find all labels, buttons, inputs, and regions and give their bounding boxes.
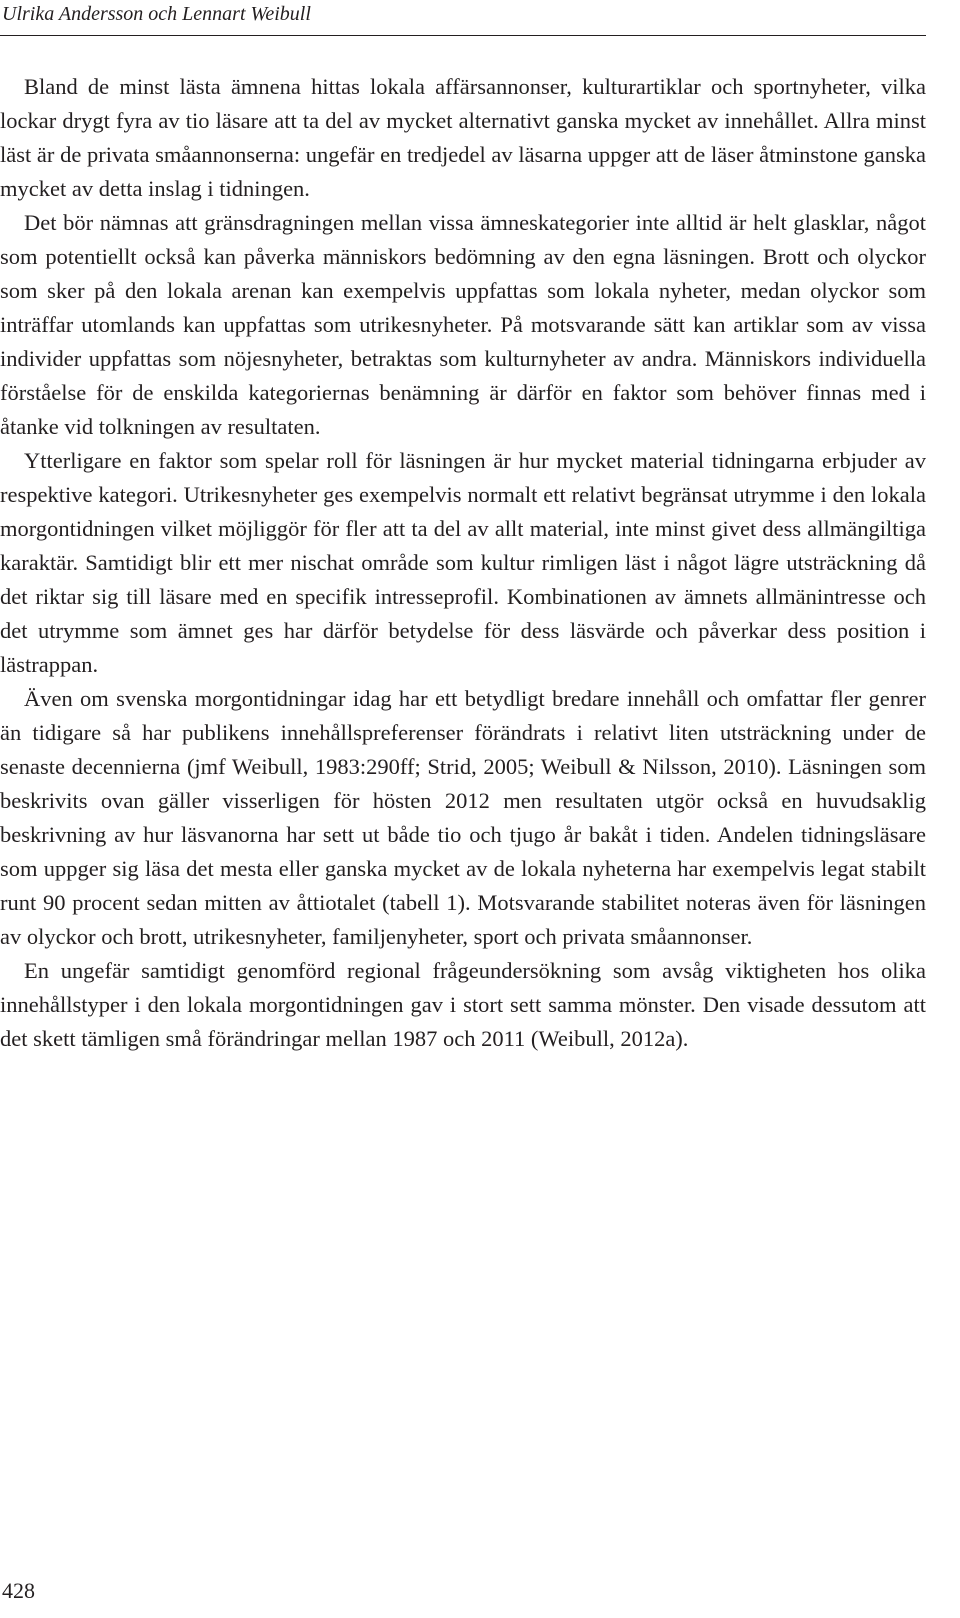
paragraph-5: En ungefär samtidigt genomförd regional frågeundersökning som avsåg viktigheten hos olika innehållstyper i den lokala morgontidningen gav i stort sett samma mönster. Den visade dessutom att det skett tämligen små förändringar mellan 1987 och 2011 (Weibull, 2012a).	[0, 958, 926, 1051]
paragraph-2: Det bör nämnas att gränsdragningen mellan vissa ämneskategorier inte alltid är helt glasklar, något som potentiellt också kan påverka människors bedömning av den egna läsningen. Brott och olyckor som sker på den lokala arenan kan exempelvis uppfattas som lokala nyheter, medan olyckor som inträffar utomlands kan uppfattas som utrikesnyheter. På motsvarande sätt kan artiklar som av vissa individer uppfattas som nöjesnyheter, betraktas som kulturnyheter av andra. Människors individuella förståelse för de enskilda kategoriernas benämning är därför en faktor som behöver finnas med i åtanke vid tolkningen av resultaten.	[0, 210, 926, 439]
paragraph-1: Bland de minst lästa ämnena hittas lokala affärsannonser, kulturartiklar och sportnyheter, vilka lockar drygt fyra av tio läsare att ta del av mycket alternativt ganska mycket av innehållet. Allra minst läst är de privata småannonserna: ungefär en tredjedel av läsarna uppger att de läser åtminstone ganska mycket av detta inslag i tidningen.	[0, 74, 926, 201]
body-text	[0, 70, 926, 1056]
paragraph-3: Ytterligare en faktor som spelar roll för läsningen är hur mycket material tidningarna erbjuder av respektive kategori. Utrikesnyheter ges exempelvis normalt ett relativt begränsat utrymme i den lokala morgontidningen vilket möjliggör för fler att ta del av allt material, inte minst givet dess allmängiltiga karaktär. Samtidigt blir ett mer nischat område som kultur rimligen läst i något lägre utsträckning då det riktar sig till läsare med en specifik intresseprofil. Kombinationen av ämnets allmänintresse och det utrymme som ämnet ges har därför betydelse för dess läsvärde och påverkar dess position i lästrappan.	[0, 448, 926, 677]
header-authors: Ulrika Andersson och Lennart Weibull	[2, 3, 311, 25]
paragraph-4: Även om svenska morgontidningar idag har ett betydligt bredare innehåll och omfattar fler genrer än tidigare så har publikens innehållspreferenser förändrats i relativt liten utsträckning under de senaste decennierna (jmf Weibull, 1983:290ff; Strid, 2005; Weibull & Nilsson, 2010). Läsningen som beskrivits ovan gäller visserligen för hösten 2012 men resultaten utgör också en huvudsaklig beskrivning av hur läsvanorna har sett ut både tio och tjugo år bakåt i tiden. Andelen tidningsläsare som uppger sig läsa det mesta eller ganska mycket av de lokala nyheterna har exempelvis legat stabilt runt 90 procent sedan mitten av åttiotalet (tabell 1). Motsvarande stabilitet noteras även för läsningen av olyckor och brott, utrikesnyheter, familjenyheter, sport och privata småannonser.	[0, 686, 926, 949]
running-header	[0, 0, 926, 36]
page-number: 428	[2, 1578, 35, 1603]
